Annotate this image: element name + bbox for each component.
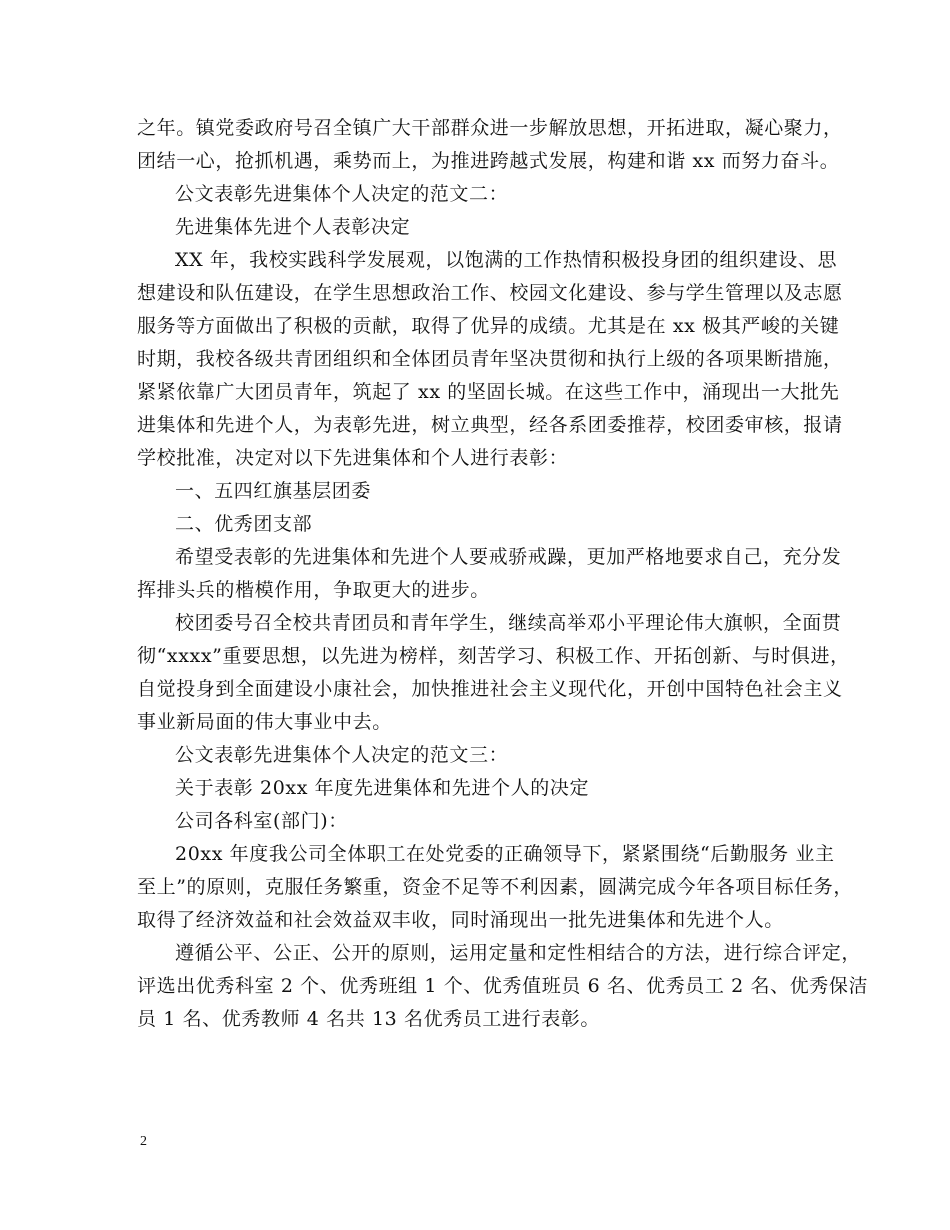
text-line: 彻“xxxx”重要思想，以先进为榜样，刻苦学习、积极工作、开拓创新、与时俱进， bbox=[137, 645, 850, 667]
text-line: 员 1 名、优秀教师 4 名共 13 名优秀员工进行表彰。 bbox=[137, 1008, 600, 1030]
text-line: 学校批准，决定对以下先进集体和个人进行表彰： bbox=[137, 447, 569, 469]
text-line: 校团委号召全校共青团员和青年学生，继续高举邓小平理论伟大旗帜，全面贯 bbox=[175, 612, 842, 634]
text-line: 公文表彰先进集体个人决定的范文二： bbox=[175, 183, 509, 205]
text-line: 进集体和先进个人，为表彰先进，树立典型，经各系团委推荐，校团委审核，报请 bbox=[137, 414, 843, 436]
text-line: 紧紧依靠广大团员青年，筑起了 xx 的坚固长城。在这些工作中，涌现出一大批先 bbox=[137, 381, 840, 403]
text-line: 想建设和队伍建设，在学生思想政治工作、校园文化建设、参与学生管理以及志愿 bbox=[137, 282, 843, 304]
text-line: 服务等方面做出了积极的贡献，取得了优异的成绩。尤其是在 xx 极其严峻的关键 bbox=[137, 315, 840, 337]
document-body bbox=[137, 112, 869, 1036]
text-line: 希望受表彰的先进集体和先进个人要戒骄戒躁，更加严格地要求自己，充分发 bbox=[175, 546, 842, 568]
text-line: 至上”的原则，克服任务繁重，资金不足等不利因素，圆满完成今年各项目标任务， bbox=[137, 876, 853, 898]
text-line: 二、优秀团支部 bbox=[175, 513, 313, 535]
text-line: 公司各科室(部门)： bbox=[175, 810, 348, 832]
text-line: 时期，我校各级共青团组织和全体团员青年坚决贯彻和执行上级的各项果断措施， bbox=[137, 348, 843, 370]
text-line: 先进集体先进个人表彰决定 bbox=[175, 216, 411, 238]
text-line: XX 年，我校实践科学发展观，以饱满的工作热情积极投身团的组织建设、思 bbox=[175, 249, 838, 271]
text-line: 挥排头兵的楷模作用，争取更大的进步。 bbox=[137, 579, 490, 601]
text-line: 公文表彰先进集体个人决定的范文三： bbox=[175, 744, 509, 766]
text-line: 一、五四红旗基层团委 bbox=[175, 480, 372, 502]
text-line: 之年。镇党委政府号召全镇广大干部群众进一步解放思想，开拓进取，凝心聚力， bbox=[137, 117, 843, 139]
text-line: 遵循公平、公正、公开的原则，运用定量和定性相结合的方法，进行综合评定， bbox=[175, 942, 862, 964]
text-line: 取得了经济效益和社会效益双丰收，同时涌现出一批先进集体和先进个人。 bbox=[137, 909, 784, 931]
text-line: 团结一心，抢抓机遇，乘势而上，为推进跨越式发展，构建和谐 xx 而努力奋斗。 bbox=[137, 150, 840, 172]
page-number: 2 bbox=[140, 1134, 147, 1149]
text-line: 自觉投身到全面建设小康社会，加快推进社会主义现代化，开创中国特色社会主义 bbox=[137, 678, 843, 700]
text-line: 事业新局面的伟大事业中去。 bbox=[137, 711, 392, 733]
text-line: 评选出优秀科室 2 个、优秀班组 1 个、优秀值班员 6 名、优秀员工 2 名、优秀保洁 bbox=[137, 975, 869, 997]
text-line: 20xx 年度我公司全体职工在处党委的正确领导下，紧紧围绕“后勤服务 业主 bbox=[175, 843, 835, 865]
text-line: 关于表彰 20xx 年度先进集体和先进个人的决定 bbox=[175, 777, 590, 799]
